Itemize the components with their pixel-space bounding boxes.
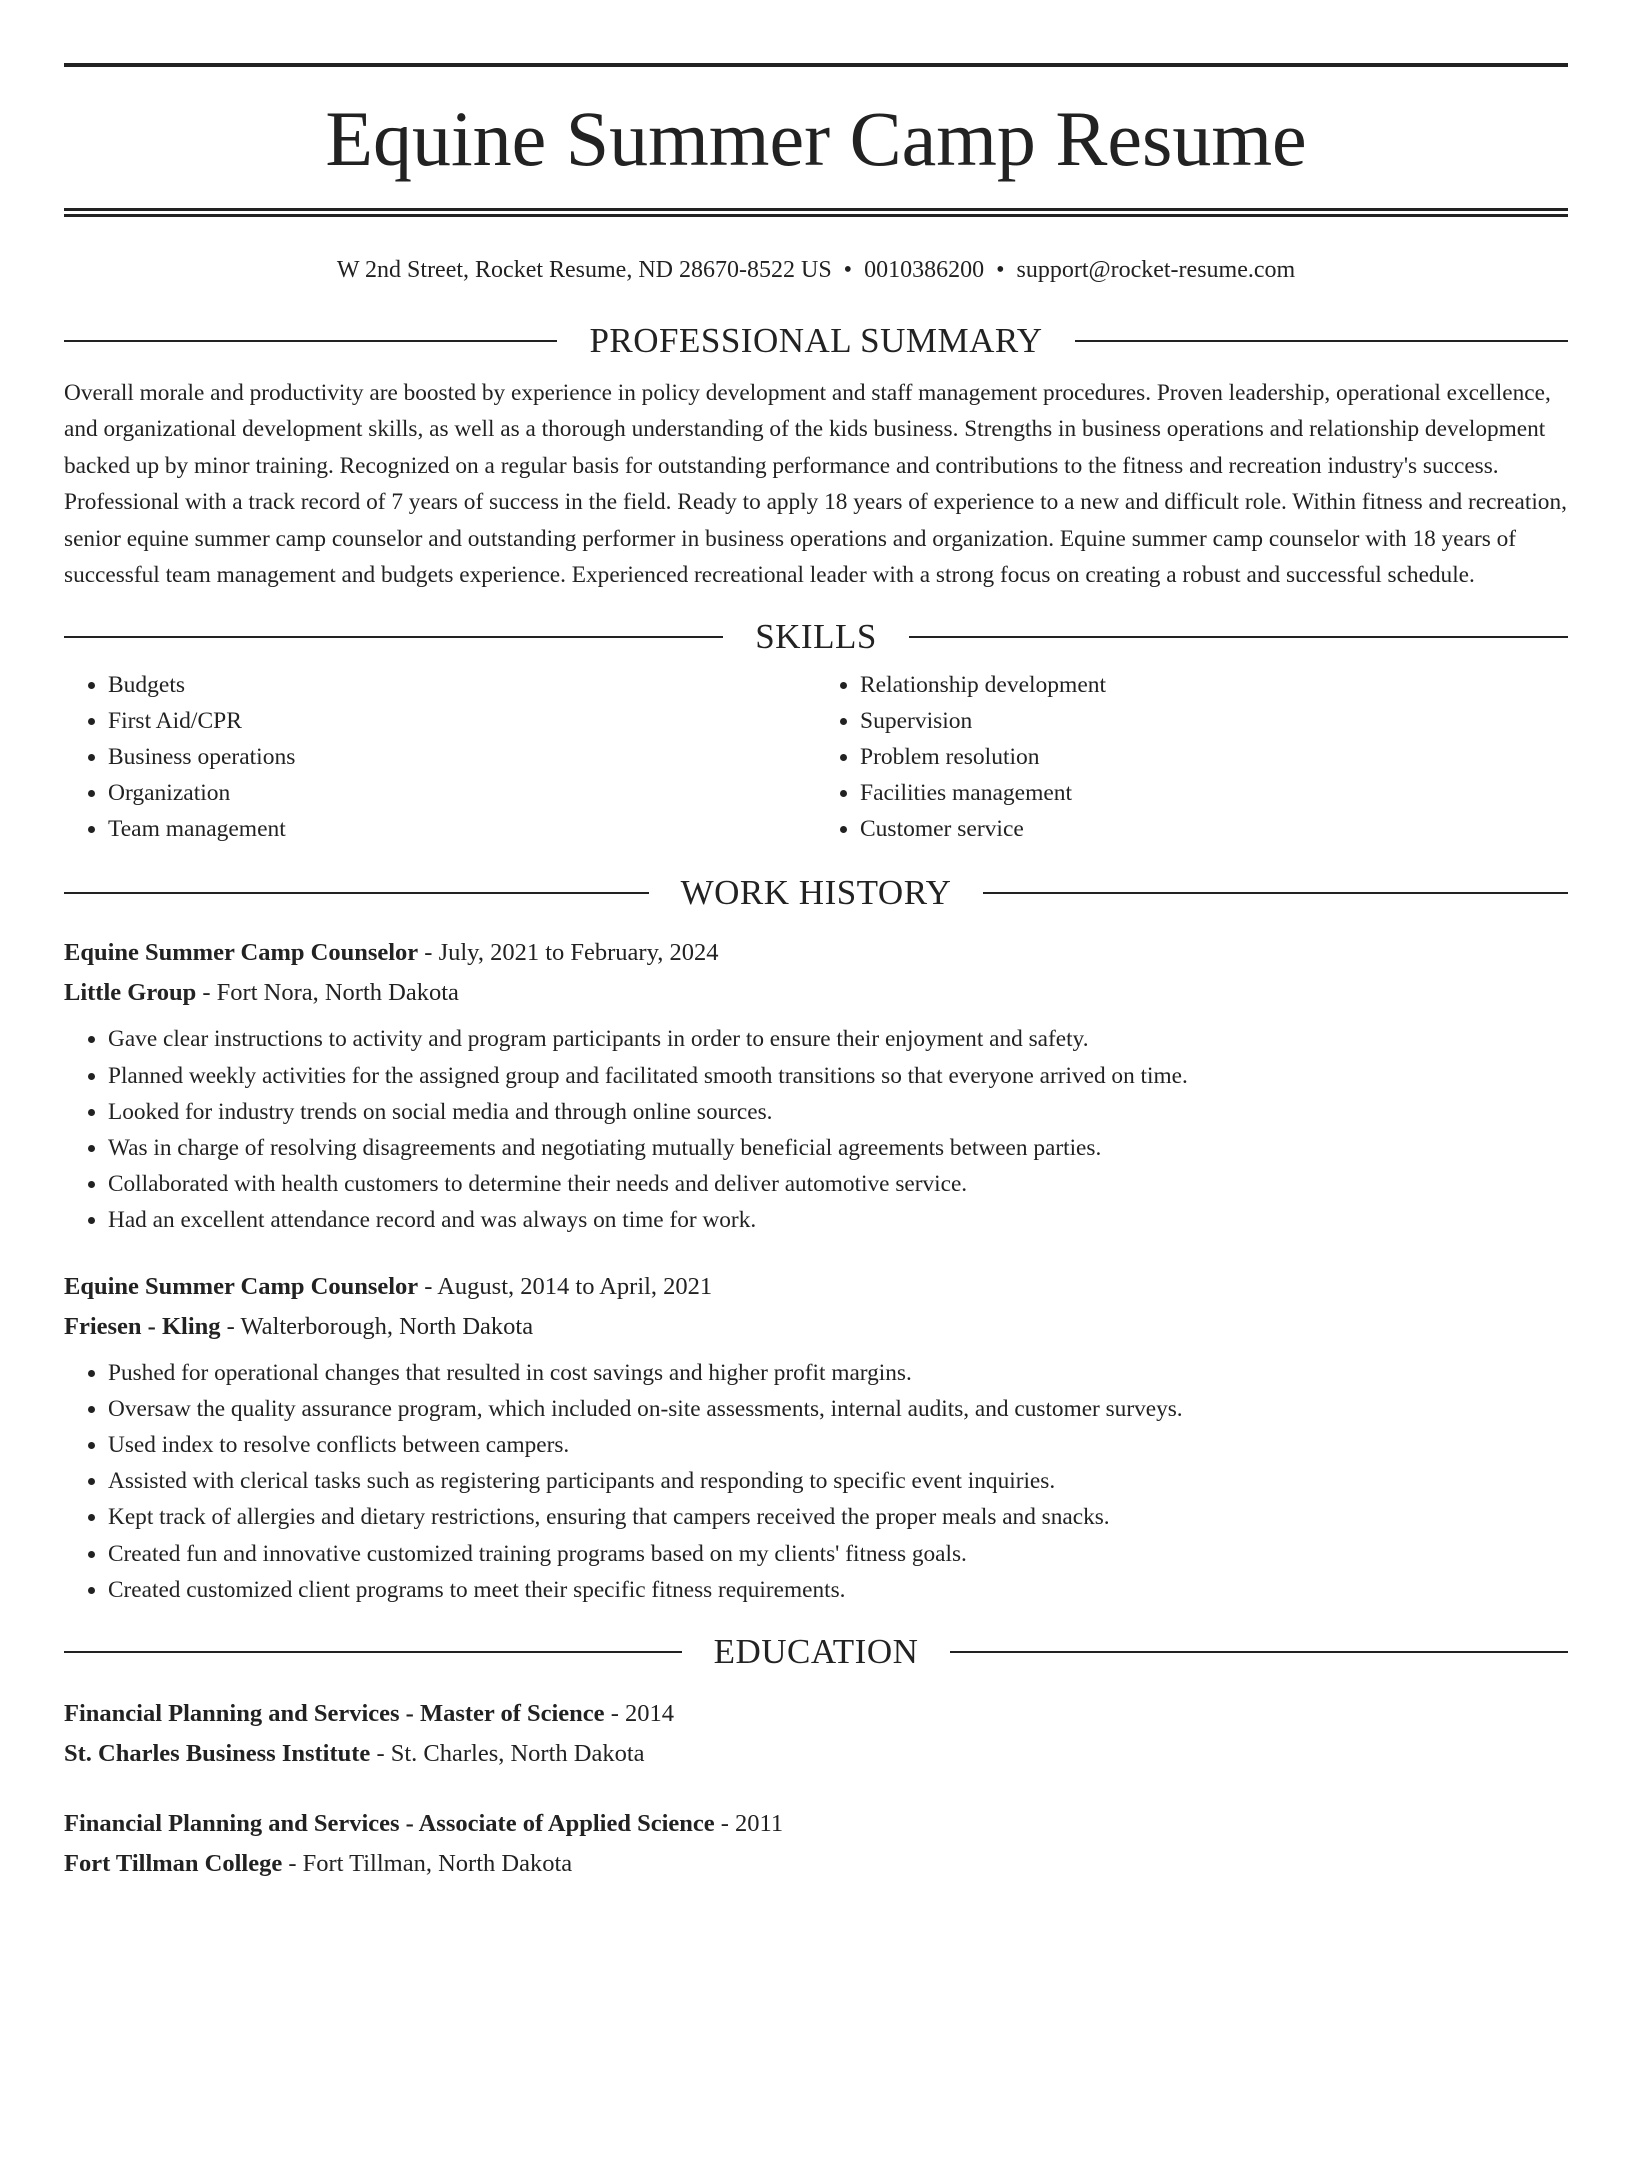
education-school-line <box>64 1844 1568 1884</box>
education-degree-line <box>64 1694 1568 1734</box>
job-duty: • Pushed for operational changes that resulted in cost savings and higher profit margins. <box>108 1355 1568 1391</box>
job-org-line <box>64 1307 1568 1347</box>
divider-line <box>64 340 557 342</box>
skill-item: • Budgets <box>108 667 816 703</box>
resume-page <box>0 63 1632 2175</box>
contact-phone: 0010386200 <box>864 257 985 283</box>
contact-separator: • <box>996 257 1005 283</box>
education-entry <box>64 1804 1568 1884</box>
job-duty: • Created fun and innovative customized training programs based on my clients' fitness goals. <box>108 1536 1568 1572</box>
divider-line <box>64 636 723 638</box>
education-section-heading <box>64 1632 1568 1672</box>
work-section-heading <box>64 873 1568 913</box>
skill-item: • Supervision <box>860 703 1568 739</box>
job-duty: • Collaborated with health customers to determine their needs and deliver automotive service. <box>108 1166 1568 1202</box>
job-dates: - August, 2014 to April, 2021 <box>418 1272 713 1300</box>
skills-list <box>64 667 1568 847</box>
divider-line <box>64 892 649 894</box>
divider-line <box>64 1651 682 1653</box>
skills-section-heading <box>64 617 1568 657</box>
resume-title: Equine Summer Camp Resume <box>325 95 1307 182</box>
job-duty: • Oversaw the quality assurance program, which included on-site assessments, internal audits, and customer surveys. <box>108 1391 1568 1427</box>
education-school: St. Charles Business Institute <box>64 1740 371 1768</box>
job-company: Little Group <box>64 979 197 1007</box>
job-duties <box>64 1021 1568 1238</box>
skill-item: • Business operations <box>108 739 816 775</box>
education-heading: EDUCATION <box>713 1632 919 1672</box>
education-year: - 2014 <box>604 1700 674 1728</box>
skills-column-left <box>64 667 816 847</box>
job-duty: • Gave clear instructions to activity and program participants in order to ensure their enjoyment and safety. <box>108 1021 1568 1057</box>
divider-line <box>983 892 1568 894</box>
job-duties <box>64 1355 1568 1608</box>
education-degree: Financial Planning and Services - Associate of Applied Science <box>64 1810 715 1838</box>
job-duty: • Used index to resolve conflicts between campers. <box>108 1427 1568 1463</box>
job-duty: • Kept track of allergies and dietary restrictions, ensuring that campers received the proper meals and snacks. <box>108 1499 1568 1535</box>
job-duty: • Looked for industry trends on social media and through online sources. <box>108 1094 1568 1130</box>
summary-text: Overall morale and productivity are boosted by experience in policy development and staff management procedures. Proven leadership, operational excellence, and organizational development skills, as well as a thorough understanding of the kids business. Strengths in business operations and relationship development backed up by minor training. Recognized on a regular basis for outstanding performance and contributions to the fitness and recreation industry's success. Professional with a track record of 7 years of success in the field. Ready to apply 18 years of experience to a new and difficult role. Within fitness and recreation, senior equine summer camp counselor and outstanding performer in business operations and organization. Equine summer camp counselor with 18 years of successful team management and budgets experience. Experienced recreational leader with a strong focus on creating a robust and successful schedule. <box>64 380 1567 589</box>
skills-heading: SKILLS <box>755 617 877 657</box>
divider-line <box>909 636 1568 638</box>
job-company: Friesen - Kling <box>64 1312 221 1340</box>
job-location: - Walterborough, North Dakota <box>220 1312 534 1340</box>
top-rule <box>64 63 1568 67</box>
education-degree: Financial Planning and Services - Master of Science <box>64 1700 605 1728</box>
work-heading: WORK HISTORY <box>680 873 952 913</box>
contact-separator: • <box>843 257 853 283</box>
divider-line <box>1075 340 1568 342</box>
job-title: Equine Summer Camp Counselor <box>64 1272 419 1300</box>
job-dates: - July, 2021 to February, 2024 <box>418 939 719 967</box>
education-location: - Fort Tillman, North Dakota <box>282 1850 573 1878</box>
job-title-line <box>64 933 1568 973</box>
divider-line <box>950 1651 1568 1653</box>
skill-item: • Customer service <box>860 811 1568 847</box>
contact-line <box>64 255 1568 285</box>
job-duty: • Assisted with clerical tasks such as registering participants and responding to specific event inquiries. <box>108 1463 1568 1499</box>
skill-item: • Relationship development <box>860 667 1568 703</box>
education-year: - 2011 <box>714 1810 784 1838</box>
education-school-line <box>64 1734 1568 1774</box>
job-location: - Fort Nora, North Dakota <box>196 979 459 1007</box>
skill-item: • Organization <box>108 775 816 811</box>
job-duty: • Planned weekly activities for the assigned group and facilitated smooth transitions so that everyone arrived on time. <box>108 1058 1568 1094</box>
job-duty: • Had an excellent attendance record and was always on time for work. <box>108 1202 1568 1238</box>
skill-item: • First Aid/CPR <box>108 703 816 739</box>
job-duty: • Created customized client programs to meet their specific fitness requirements. <box>108 1572 1568 1608</box>
contact-address: W 2nd Street, Rocket Resume, ND 28670-8522 US <box>336 257 832 283</box>
title-double-rule <box>64 208 1568 217</box>
education-location: - St. Charles, North Dakota <box>370 1740 645 1768</box>
skill-item: • Facilities management <box>860 775 1568 811</box>
skills-column-right <box>816 667 1568 847</box>
skill-item: • Problem resolution <box>860 739 1568 775</box>
education-entry <box>64 1694 1568 1774</box>
skill-item: • Team management <box>108 811 816 847</box>
job-org-line <box>64 973 1568 1013</box>
education-degree-line <box>64 1804 1568 1844</box>
job-entry <box>64 1267 1568 1608</box>
summary-section-heading <box>64 321 1568 361</box>
job-entry <box>64 933 1568 1238</box>
education-school: Fort Tillman College <box>64 1850 283 1878</box>
job-duty: • Was in charge of resolving disagreements and negotiating mutually beneficial agreements between parties. <box>108 1130 1568 1166</box>
summary-heading: PROFESSIONAL SUMMARY <box>589 321 1043 360</box>
contact-email: support@rocket-resume.com <box>1016 257 1296 283</box>
job-title: Equine Summer Camp Counselor <box>64 939 419 967</box>
job-title-line <box>64 1267 1568 1307</box>
